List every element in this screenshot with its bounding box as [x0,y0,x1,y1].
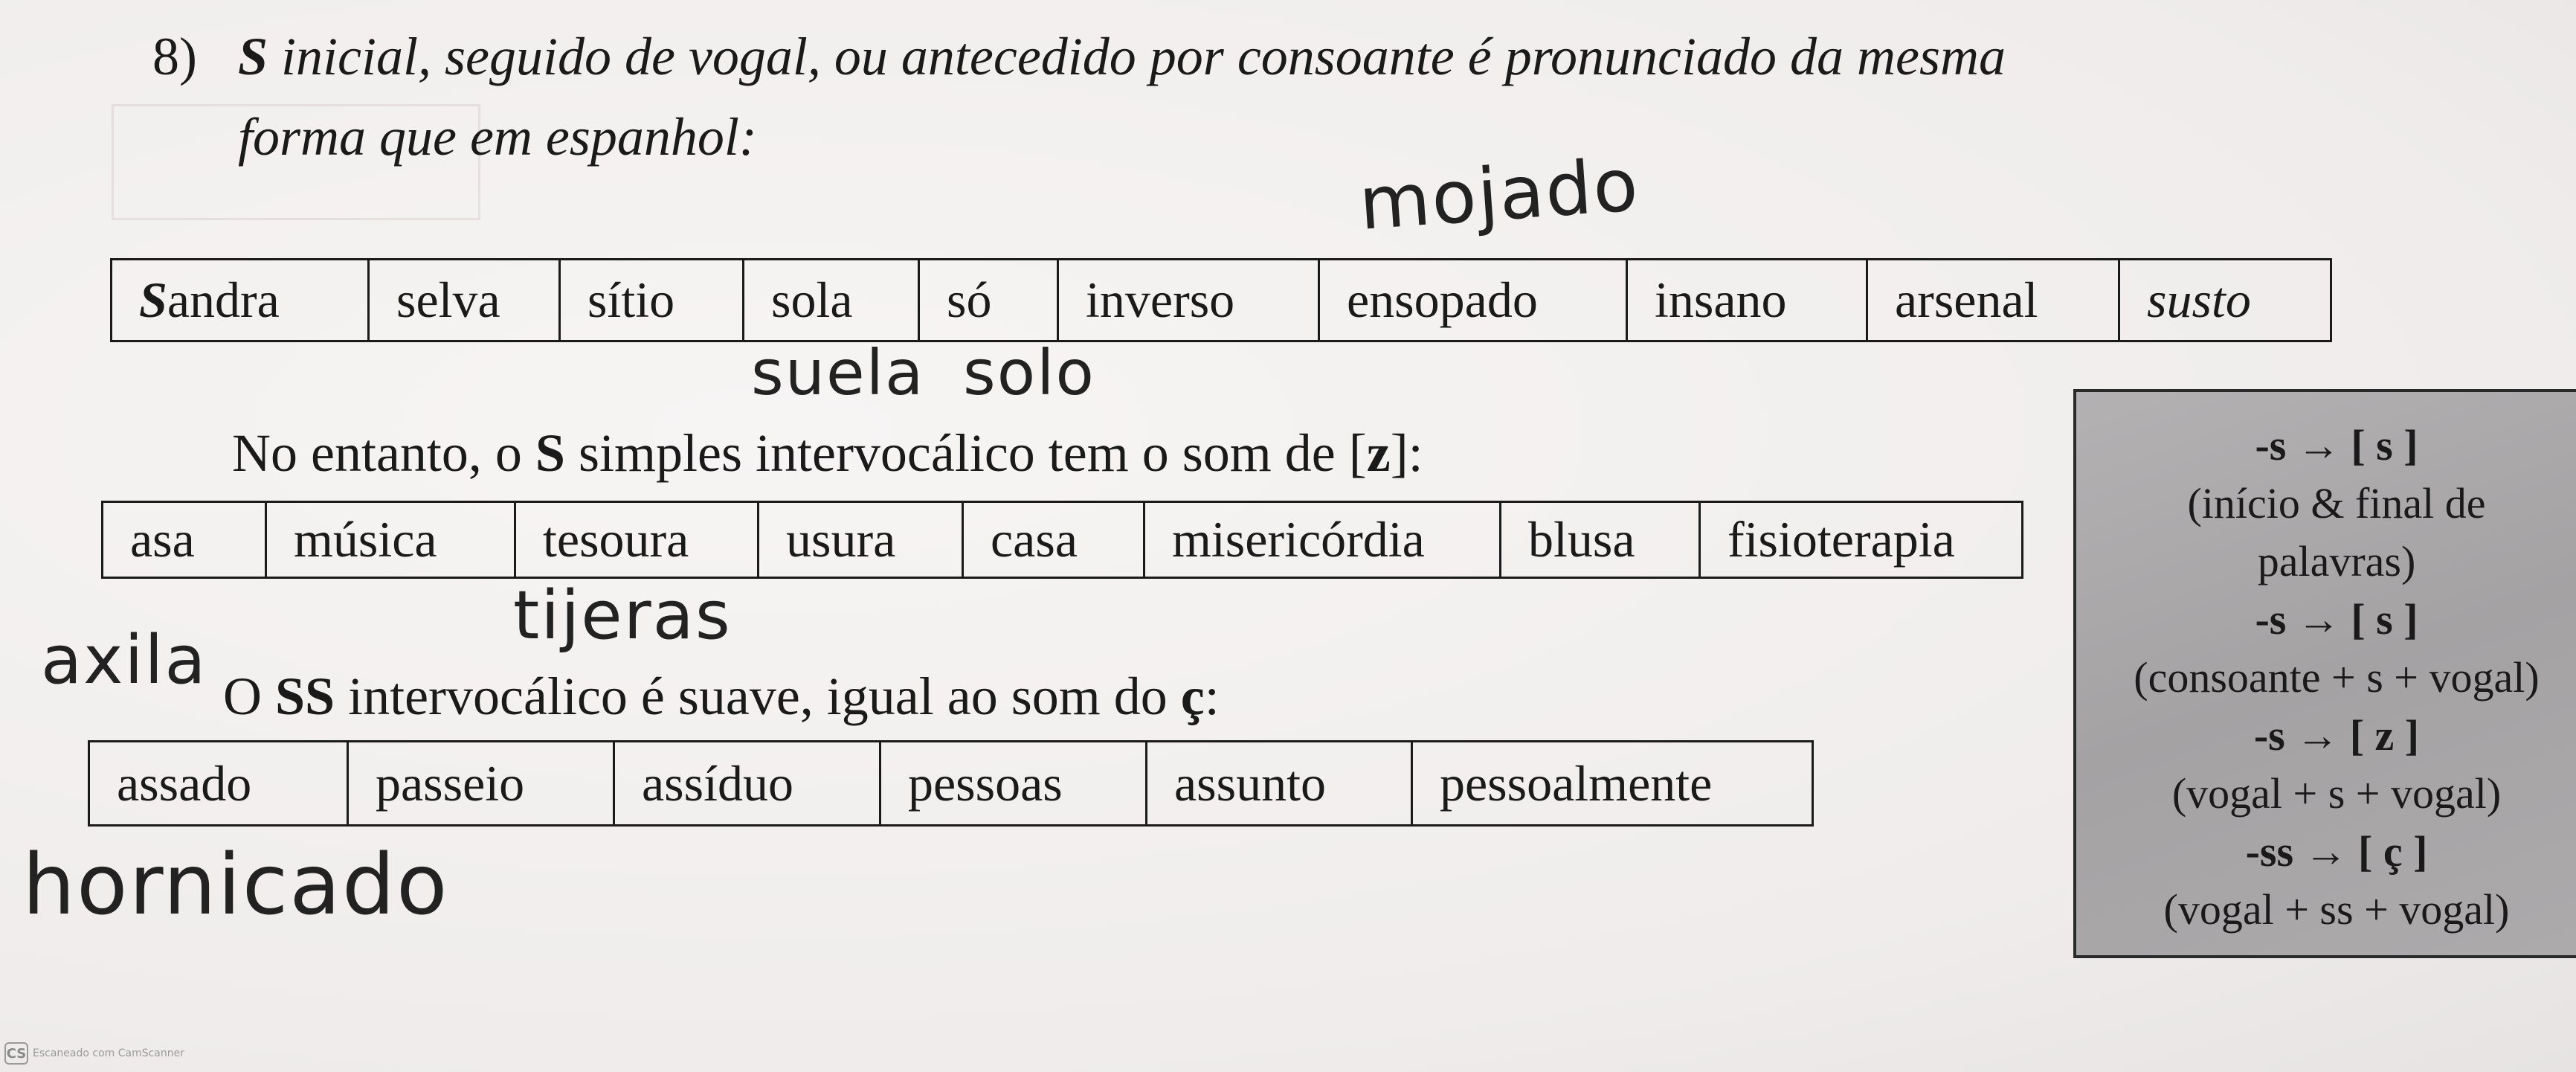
word-cell: inverso [1058,260,1319,341]
rule-line: (consoante + s + vogal) [2134,653,2540,702]
word-cell: arsenal [1867,260,2119,341]
word-cell: assado [89,742,348,826]
subheading2-cedilla: ç [1180,667,1205,726]
word-table-double-s [88,740,1814,827]
word-cell: blusa [1501,502,1700,578]
camscanner-text: Escaneado com CamScanner [33,1047,185,1059]
handwritten-tijeras: tijeras [513,577,732,655]
table-row [112,260,2331,341]
subheading2-bold: SS [275,667,335,726]
camscanner-logo: CS [4,1042,28,1065]
word-cell: misericórdia [1144,502,1501,578]
word-cell: passeio [348,742,614,826]
heading-line-1 [238,16,2006,97]
word-cell: Sandra [112,260,369,341]
word-cell: casa [963,502,1144,578]
subheading2-suffix: : [1204,667,1220,726]
subheading1-bold: S [535,423,565,483]
word-cell: asa [103,502,266,578]
word-cell: assíduo [614,742,880,826]
rule-line: -s → [ s ] [2255,421,2418,469]
rule-line: palavras) [2257,537,2416,585]
heading-line-2: forma que em espanhol: [238,107,757,167]
handwritten-solo: solo [963,336,1095,409]
heading-line-1-text: inicial, seguido de vogal, ou antecedido por consoante é pronunciado da mesma [268,27,2006,86]
word-cell: só [919,260,1058,341]
camscanner-watermark [4,1040,184,1067]
subheading-intervocalic-s [232,423,1423,484]
rule-line: -s → [ s ] [2255,595,2418,643]
rule-line: (início & final de [2187,479,2486,527]
subheading1-prefix: No entanto, o [232,423,535,483]
word-cell: susto [2119,260,2331,341]
subheading1-bracket-open: [ [1348,423,1367,483]
handwritten-suela: suela [751,336,925,409]
word-cell: insano [1627,260,1867,341]
word-table-intervocalic-s [101,501,2023,579]
word-cell: pessoas [880,742,1147,826]
subheading1-z: z [1366,423,1391,483]
heading-bold-s: S [238,27,268,86]
word-cell: ensopado [1319,260,1627,341]
word-cell: selva [369,260,560,341]
handwritten-hornicado: hornicado [22,837,449,934]
subheading2-middle: intervocálico é suave, igual ao som do [335,667,1181,726]
subheading1-middle: simples intervocálico tem o som de [564,423,1349,483]
rule-line: -s → [ z ] [2253,711,2420,760]
handwritten-axila: axila [41,621,207,699]
word-cell: tesoura [515,502,759,578]
word-cell: música [266,502,515,578]
exercise-number: 8) [152,27,197,86]
subheading-intervocalic-ss [223,666,1220,728]
table-row [89,742,1813,826]
subheading2-prefix: O [223,667,275,726]
rule-line: -ss → [ ç ] [2245,827,2428,876]
rule-line: (vogal + ss + vogal) [2163,885,2510,934]
rule-line: (vogal + s + vogal) [2171,769,2502,818]
word-cell: sola [744,260,919,341]
word-cell: usura [759,502,963,578]
word-cell: pessoalmente [1412,742,1813,826]
handwritten-mojado: mojado [1356,142,1642,247]
table-row [103,502,2023,578]
word-table-initial-s [110,258,2332,342]
subheading1-bracket-close: ]: [1390,423,1423,483]
word-cell: assunto [1147,742,1412,826]
word-cell: fisioterapia [1700,502,2023,578]
pronunciation-rules-box [2073,389,2576,958]
word-cell: sítio [560,260,744,341]
